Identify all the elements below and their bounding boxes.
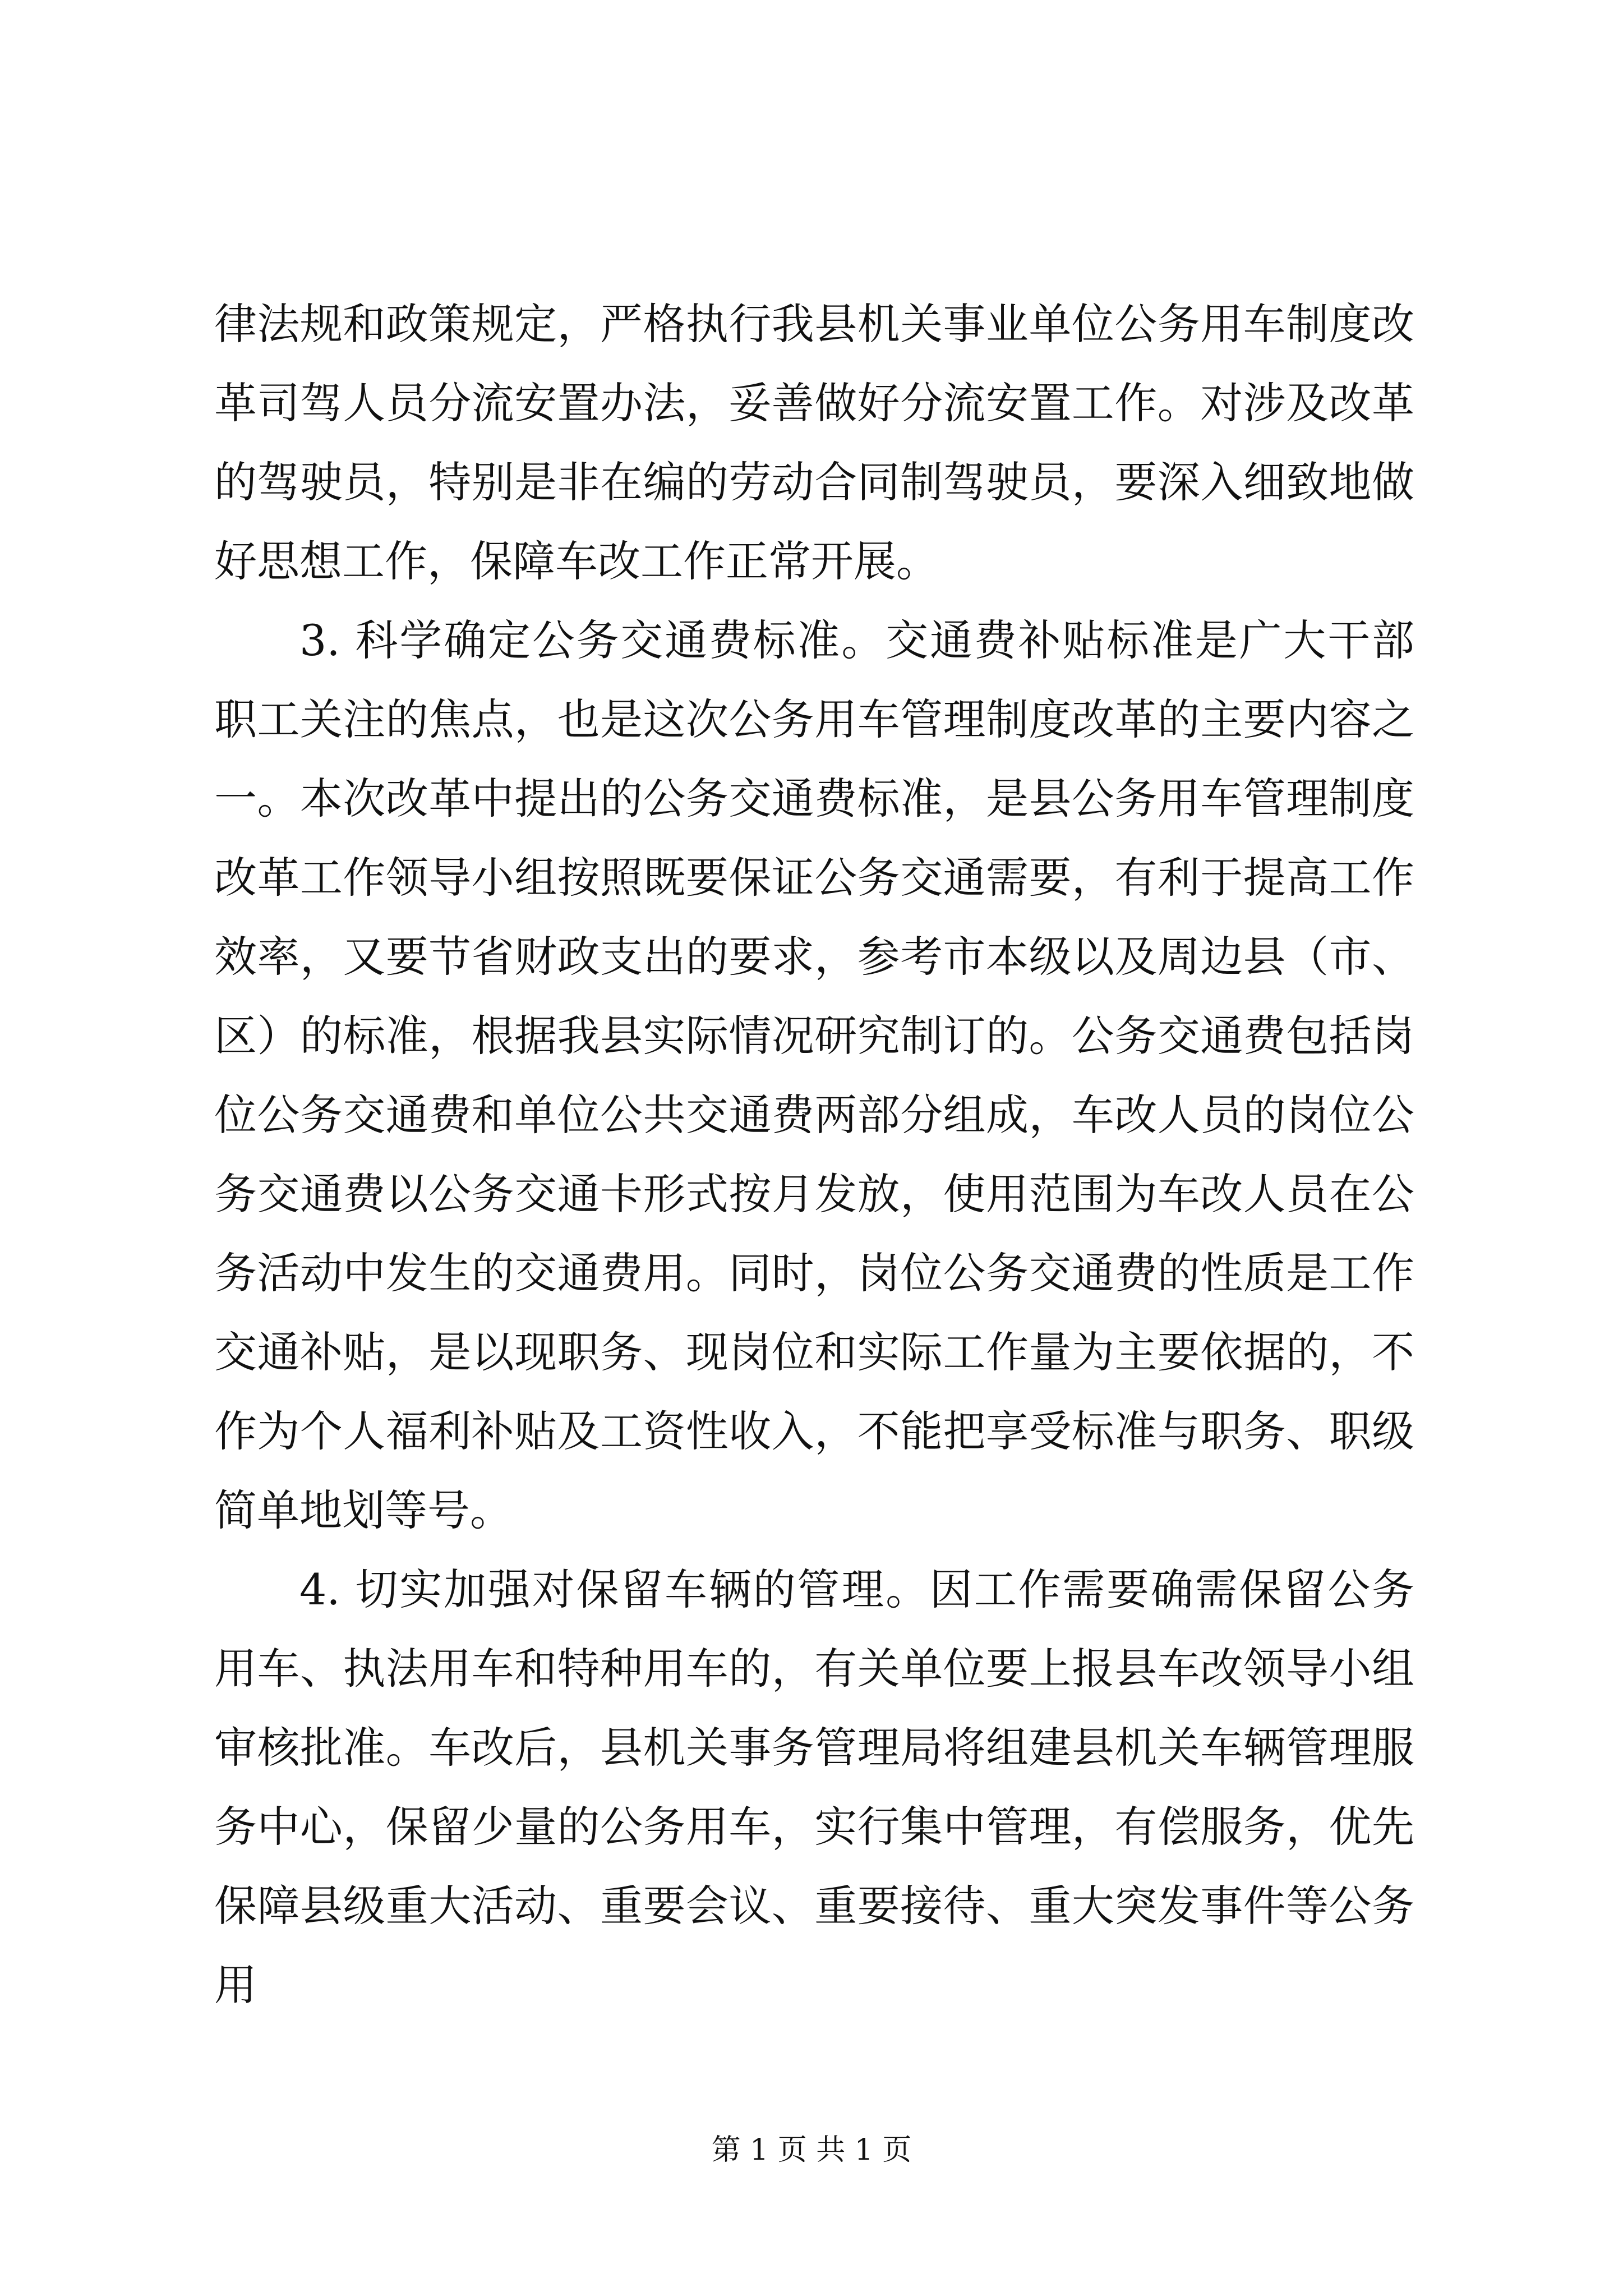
paragraph-item-3: 3. 科学确定公务交通费标准。交通费补贴标准是广大干部职工关注的焦点，也是这次公务用车管理制度改革的主要内容之一。本次改革中提出的公务交通费标准，是县公务用车管理制度改革工作领导小组按照既要保证公务交通需要，有利于提高工作效率，又要节省财政支出的要求，参考市本级以及周边县（市、区）的标准，根据我县实际情况研究制订的。公务交通费包括岗位公务交通费和单位公共交通费两部分组成，车改人员的岗位公务交通费以公务交通卡形式按月发放，使用范围为车改人员在公务活动中发生的交通费用。同时，岗位公务交通费的性质是工作交通补贴，是以现职务、现岗位和实际工作量为主要依据的，不作为个人福利补贴及工资性收入，不能把享受标准与职务、职级简单地划等号。: [214, 615, 1414, 1535]
document-body: [214, 284, 1414, 2024]
page-footer: 第 1 页 共 1 页: [711, 2133, 912, 2167]
paragraph-continued: 律法规和政策规定，严格执行我县机关事业单位公务用车制度改革司驾人员分流安置办法，妥善做好分流安置工作。对涉及改革的驾驶员，特别是非在编的劳动合同制驾驶员，要深入细致地做好思想工作，保障车改工作正常开展。: [214, 299, 1414, 586]
paragraph-item-4: 4. 切实加强对保留车辆的管理。因工作需要确需保留公务用车、执法用车和特种用车的，有关单位要上报县车改领导小组审核批准。车改后，县机关事务管理局将组建县机关车辆管理服务中心，保留少量的公务用车，实行集中管理，有偿服务，优先保障县级重大活动、重要会议、重要接待、重大突发事件等公务用: [214, 1565, 1414, 2010]
